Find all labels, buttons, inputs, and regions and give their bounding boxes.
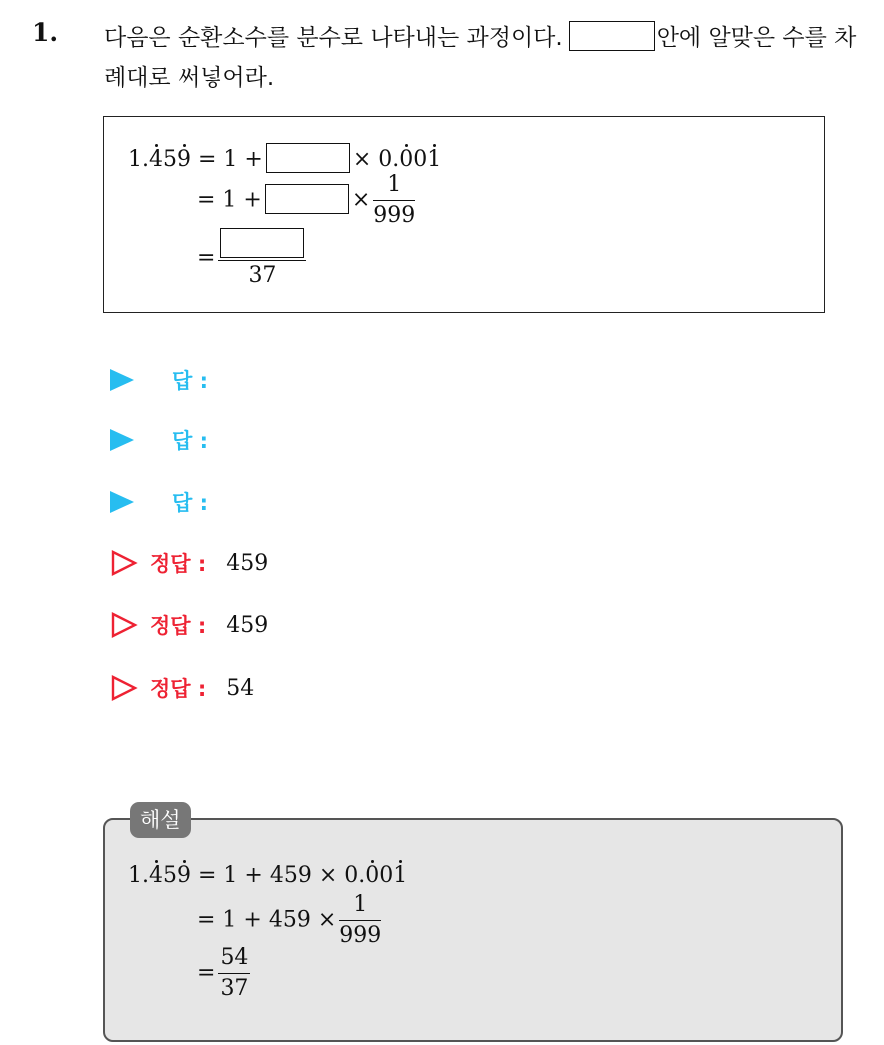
question-text — [104, 18, 864, 98]
problem-line-2 — [197, 172, 418, 229]
correct-row-2 — [110, 609, 268, 641]
fraction-numerator: 1 — [339, 892, 381, 921]
repeating-digit-dotted: 0 — [365, 863, 380, 888]
outline-triangle-icon — [110, 611, 138, 639]
fraction — [218, 945, 250, 1002]
explanation-tab: 해설 — [130, 802, 191, 838]
fraction-denominator: 999 — [373, 203, 416, 228]
repeating-digit: 0 — [413, 147, 428, 172]
correct-value: 459 — [226, 550, 269, 576]
lhs-int: 1. — [128, 147, 149, 172]
repeating-digit: 0 — [379, 863, 394, 888]
problem-line-1 — [128, 143, 441, 173]
lhs-digit-dotted: 4 — [149, 863, 163, 888]
correct-label: 정답 : — [150, 552, 207, 576]
fraction-numerator: 54 — [218, 945, 250, 974]
lhs-digit-dotted: 9 — [177, 147, 191, 172]
fraction — [339, 892, 381, 949]
lhs-int: 1. — [128, 863, 149, 888]
correct-row-3 — [110, 672, 254, 704]
repeating-digit-dotted: 0 — [399, 147, 414, 172]
repeating-lead: 0. — [344, 863, 366, 888]
answer-row-2 — [110, 424, 208, 456]
answer-blank-2[interactable] — [265, 184, 349, 214]
question-text-after: 안에 알맞은 수를 차례대로 써넣어라. — [104, 25, 857, 91]
lhs-digit: 5 — [163, 147, 177, 172]
lhs-digit: 5 — [163, 863, 177, 888]
equals-one-plus: = 1 + — [197, 187, 262, 213]
equals-one-plus: = 1 + — [198, 147, 263, 172]
expression: = 1 + 459 × — [197, 907, 337, 933]
equals-sign: = — [197, 245, 216, 271]
equals-sign: = — [197, 960, 216, 986]
correct-label: 정답 : — [150, 614, 207, 638]
outline-triangle-icon — [110, 674, 138, 702]
play-triangle-icon — [110, 429, 134, 451]
repeating-digit-dotted: 1 — [427, 147, 442, 172]
fraction-denominator: 37 — [220, 976, 249, 1001]
fraction-denominator: 37 — [248, 263, 277, 288]
answer-label: 답 : — [172, 369, 209, 393]
fraction — [373, 172, 415, 229]
explanation-line-2 — [197, 892, 384, 949]
answer-blank-3[interactable] — [220, 228, 304, 258]
answer-row-3 — [110, 486, 208, 518]
correct-value: 54 — [226, 675, 255, 701]
fraction-numerator: 1 — [373, 172, 415, 201]
fraction-denominator: 999 — [339, 923, 382, 948]
repeating-lead: 0. — [378, 147, 400, 172]
answer-label: 답 : — [172, 491, 209, 515]
times-sign: × — [352, 147, 372, 172]
answer-row-1 — [110, 364, 208, 396]
play-triangle-icon — [110, 369, 134, 391]
outline-triangle-icon — [110, 549, 138, 577]
question-blank-box — [569, 21, 655, 51]
answer-blank-1[interactable] — [266, 143, 350, 173]
repeating-digit-dotted: 1 — [393, 863, 408, 888]
times-sign: × — [351, 187, 371, 213]
play-triangle-icon — [110, 491, 134, 513]
lhs-digit-dotted: 4 — [149, 147, 163, 172]
expression: = 1 + 459 × — [198, 863, 338, 888]
answer-label: 답 : — [172, 429, 209, 453]
lhs-digit-dotted: 9 — [177, 863, 191, 888]
fraction — [218, 228, 306, 289]
fraction-numerator-blank — [218, 228, 306, 261]
question-text-before: 다음은 순환소수를 분수로 나타내는 과정이다. — [104, 25, 563, 51]
correct-row-1 — [110, 547, 268, 579]
explanation-line-3 — [197, 945, 253, 1002]
explanation-line-1 — [128, 863, 407, 888]
problem-line-3 — [197, 228, 309, 289]
question-number: 1. — [32, 18, 59, 47]
correct-label: 정답 : — [150, 677, 207, 701]
correct-value: 459 — [226, 612, 269, 638]
